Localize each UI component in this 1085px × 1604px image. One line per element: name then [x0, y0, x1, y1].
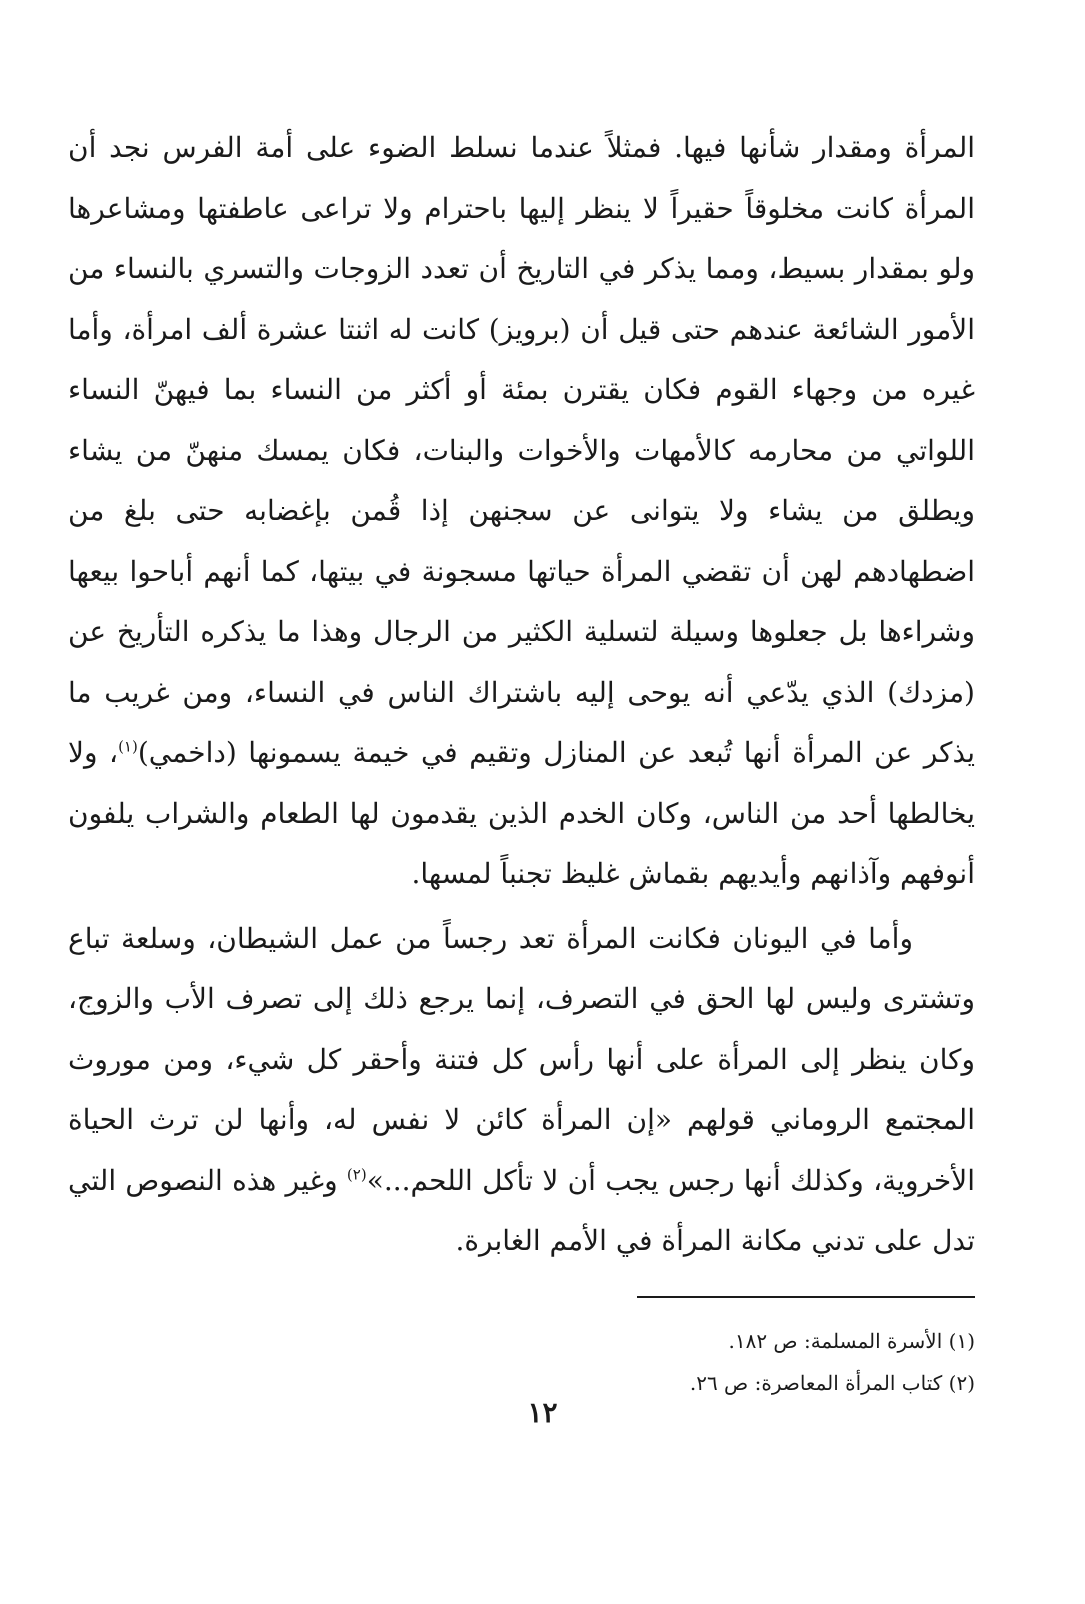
page-number: ١٢ [527, 1396, 558, 1429]
footnote-marker-1: (١) [118, 737, 138, 756]
body-paragraph-1 [68, 118, 975, 905]
body-paragraph-2 [68, 909, 975, 1272]
paragraph-2-text: وأما في اليونان فكانت المرأة تعد رجساً من عمل الشيطان، وسلعة تباع وتشترى وليس لها الحق في التصرف، إنما يرجع ذلك إلى تصرف الأب والزوج، وكان ينظر إلى المرأة على أنها رأس كل فتنة وأحقر كل شيء، ومن موروث المجتمع الروماني قولهم «إن المرأة كائن لا نفس له، وأنها لن ترث الحياة الأخروية، وكذلك أنها رجس يجب أن لا تأكل اللحم...» [68, 921, 975, 1197]
footnote-2: (٢) كتاب المرأة المعاصرة: ص ٢٦. [689, 1370, 975, 1395]
paragraph-1-text: المرأة ومقدار شأنها فيها. فمثلاً عندما نسلط الضوء على أمة الفرس نجد أن المرأة كانت مخلوقاً حقيراً لا ينظر إليها باحترام ولا تراعى عاطفتها ومشاعرها ولو بمقدار بسيط، ومما يذكر في التاريخ أن تعدد الزوجات والتسري بالنساء من الأمور الشائعة عندهم حتى قيل أن (برويز) كانت له اثنتا عشرة ألف امرأة، وأما غيره من وجهاء القوم فكان يقترن بمئة أو أكثر من النساء بما فيهنّ النساء اللواتي من محارمه كالأمهات والأخوات والبنات، فكان يمسك منهنّ من يشاء ويطلق من يشاء ولا يتوانى عن سجنهن إذا قُمن بإغضابه حتى بلغ من اضطهادهم لهن أن تقضي المرأة حياتها مسجونة في بيتها، كما أنهم أباحوا بيعها وشراءها بل جعلوها وسيلة لتسلية الكثير من الرجال وهذا ما يذكره التأريخ عن (مزدك) الذي يدّعي أنه يوحى إليه باشتراك الناس في النساء، ومن غريب ما يذكر عن المرأة أنها تُبعد عن المنازل وتقيم في خيمة يسمونها (داخمي) [68, 131, 976, 769]
footnote-marker-2: (٢) [346, 1165, 367, 1184]
paragraph-1-text-continued: ، ولا يخالطها أحد من الناس، وكان الخدم الذين يقدمون لها الطعام والشراب يلفون أنوفهم وآذانهم وأيديهم بقماش غليظ تجنباً لمسها. [68, 736, 975, 890]
footnote-separator [637, 1296, 975, 1298]
footnote-1: (١) الأسرة المسلمة: ص ١٨٢. [728, 1328, 975, 1353]
paragraph-2-text-continued: وغير هذه النصوص التي تدل على تدني مكانة المرأة في الأمم الغابرة. [68, 1163, 975, 1257]
